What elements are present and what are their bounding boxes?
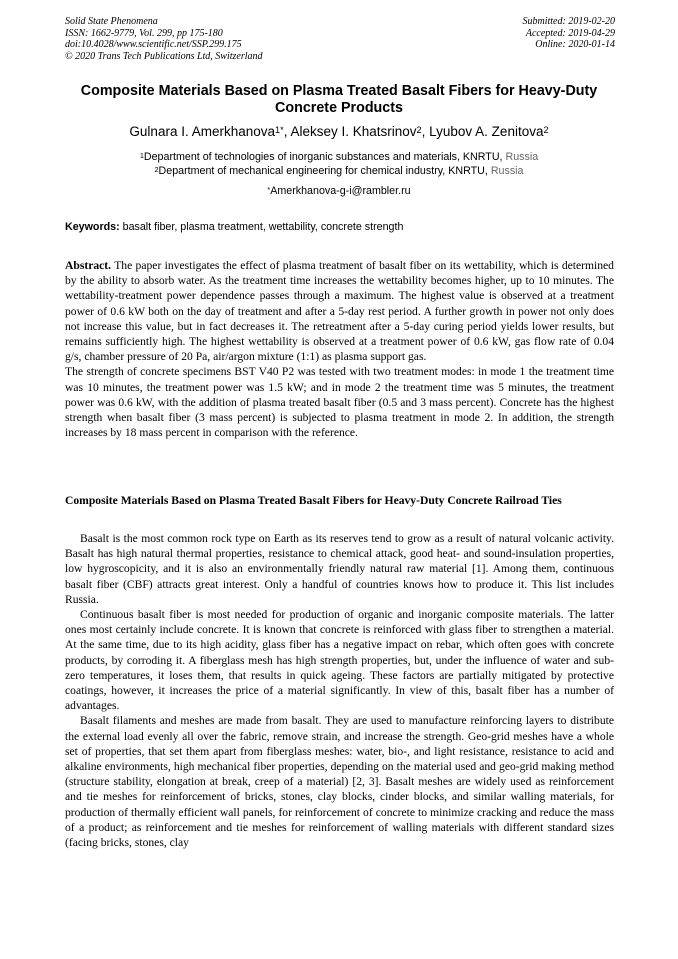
affiliation-text: Department of mechanical engineering for chemical industry, KNRTU,	[158, 165, 491, 177]
section-body	[65, 531, 614, 850]
author-sup: 1*	[275, 125, 284, 136]
affiliation-sup: 2	[154, 164, 159, 174]
author-name: Gulnara I. Amerkhanova	[129, 124, 276, 139]
journal-copyright: © 2020 Trans Tech Publications Ltd, Switzerland	[65, 50, 263, 62]
submitted-date: Submitted: 2019-02-20	[522, 16, 615, 27]
paper-title: Composite Materials Based on Plasma Treated Basalt Fibers for Heavy-Duty Concrete Products	[80, 83, 598, 116]
corresponding-email	[40, 184, 638, 198]
author-sup: 2	[416, 125, 422, 136]
journal-doi: doi:10.4028/www.scientific.net/SSP.299.175	[65, 39, 242, 51]
abstract	[65, 258, 614, 440]
abstract-label: Abstract.	[65, 259, 112, 272]
abstract-text: The paper investigates the effect of plasma treatment of basalt fiber on its wettability, which is determined by the ability to absorb water. As the treatment time increases the wettability becomes higher, up to 10 minutes. The wettability-treatment power dependence passes through a maximum. The highest value is observed at a treatment power of 0.6 kW both on the day of treatment and after a 5-day rest period. A further growth in power not only does not increase this value, but in fact decreases it. The retreatment after a 5-day curing period yields lower results, but remains sufficiently high. The highest wettability is observed at a treatment power of 0.6 kW, gas flow rate of 0.04 g/s, chamber pressure of 20 Pa, air/argon mixture (1:1) as plasma support gas.	[65, 259, 614, 364]
body-paragraph-2: Continuous basalt fiber is most needed for production of organic and inorganic composite materials. The latter ones most certainly include concrete. It is known that concrete is reinforced with glass fiber to strengthen a material. At the same time, due to its high acidity, glass fiber has a negative impact on rebar, which often goes with concrete products, by corroding it. A fiberglass mesh has high strength properties, but, under the influence of water and sub-zero temperatures, it loses them, that results in quick ageing. These factors are partially mitigated by protective coatings, however, it increases the price of a material significantly. In view of this, basalt fiber has a number of advantages.	[65, 608, 614, 713]
journal-name: Solid State Phenomena	[65, 16, 158, 27]
body-paragraph-3: Basalt filaments and meshes are made from basalt. They are used to manufacture reinforcing layers to distribute the external load evenly all over the fabric, remove strain, and increase the strength. Geo-grid meshes have a whole set of properties, that set them apart from fiberglass meshes: water, bio-, and light resistance, resistance to acid and alkaline environments, high mechanical fiber properties, depending on the material used and geo-grid making method (structure stability, elongation at break, creep of a material) [2, 3]. Basalt meshes are widely used as reinforcement and tie meshes for reinforcement of bricks, stones, clay blocks, cinder blocks, and similar walling materials, for production of thermally efficient wall panels, for reinforcement of concrete to minimize cracking and reduce the mass of a product; as reinforcement and tie meshes for reinforcement of walling materials with different standard sizes (facing bricks, stones, clay	[65, 714, 614, 850]
journal-info	[65, 16, 263, 62]
author-name: Aleksey I. Khatsrinov	[290, 124, 417, 139]
affiliation-sup: 1	[139, 150, 144, 160]
affiliation-1	[40, 150, 638, 164]
section-heading: Composite Materials Based on Plasma Treated Basalt Fibers for Heavy-Duty Concrete Railroad Ties	[65, 494, 562, 507]
abstract-paragraph	[65, 258, 614, 364]
body-paragraph-1: Basalt is the most common rock type on Earth as its reserves tend to grow as a result of natural volcanic activity. Basalt has high natural thermal properties, resistance to chemical attack, good heat- and sound-insulation properties, low hygroscopicity, and it is also an environmentally friendly natural raw material [1]. Among them, continuous basalt fiber (CBF) attracts great interest. Only a handful of countries knows how to produce it. This list includes Russia.	[65, 532, 614, 606]
publication-dates	[523, 16, 616, 51]
online-date: Online: 2020-01-14	[535, 39, 615, 51]
author-name: Lyubov A. Zenitova	[429, 124, 544, 139]
keywords-text: basalt fiber, plasma treatment, wettability, concrete strength	[122, 221, 404, 233]
affiliation-country: Russia	[505, 151, 539, 163]
keywords	[65, 220, 403, 234]
accepted-date: Accepted: 2019-04-29	[525, 27, 615, 39]
author-sup: 2	[543, 125, 549, 136]
author-list: Gulnara I. Amerkhanova$^{1*}$, Aleksey I. Khatsrinov$^2$, Lyubov A. Zenitova$^2$	[129, 124, 549, 139]
affiliation-2	[40, 164, 638, 178]
email-text: Amerkhanova-g-i@rambler.ru	[270, 185, 411, 197]
email-sup: *	[267, 184, 271, 194]
abstract-paragraph-2: The strength of concrete specimens BST V40 P2 was tested with two treatment modes: in mode 1 the treatment time was 10 minutes, the treatment power was 1.5 kW; and in mode 2 the treatment time was 5 minutes, the treatment power was 0.6 kW, with the addition of plasma treated basalt fiber (0.5 and 3 mass percent). Concrete has the highest strength when basalt fiber (3 mass percent) is subjected to plasma treatment in mode 2. In addition, the strength increases by 18 mass percent in comparison with the reference.	[65, 365, 614, 440]
keywords-label: Keywords:	[65, 221, 120, 233]
affiliation-text: Department of technologies of inorganic substances and materials, KNRTU,	[143, 151, 506, 163]
affiliation-country: Russia	[490, 165, 524, 177]
journal-issn: ISSN: 1662-9779, Vol. 299, pp 175-180	[65, 27, 223, 39]
